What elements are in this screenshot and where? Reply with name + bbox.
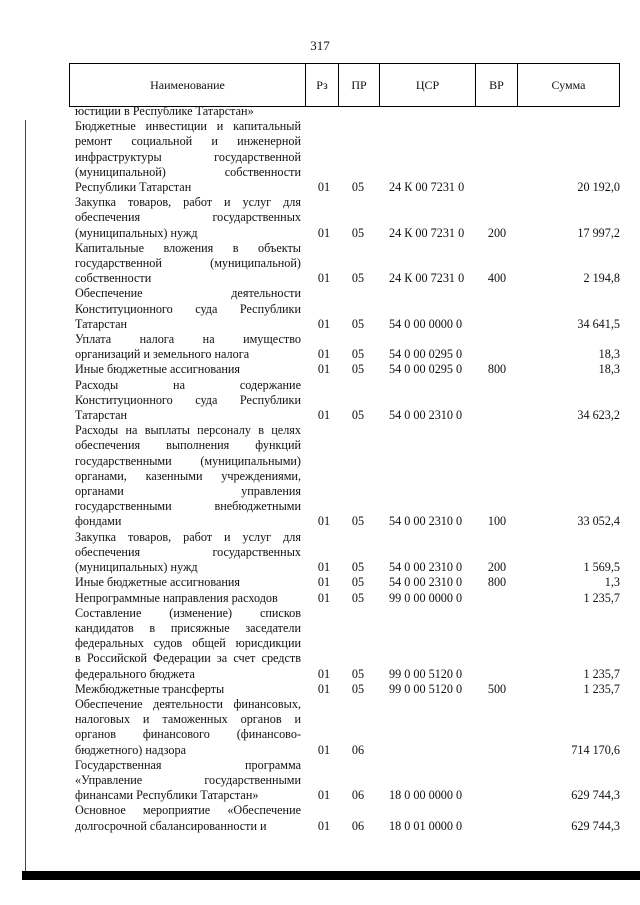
row-pr: 05 bbox=[351, 666, 365, 681]
row-name bbox=[75, 697, 301, 758]
row-name-line: государственными внебюджетными bbox=[75, 499, 301, 514]
row-name-line: инфраструктуры государственной bbox=[75, 149, 301, 164]
row-rz: 01 bbox=[317, 225, 331, 240]
row-name-line: фондами bbox=[75, 514, 122, 529]
row-name bbox=[75, 423, 301, 529]
row-name-line: Татарстан bbox=[75, 316, 128, 331]
row-name-line: Закупка товаров, работ и услуг для bbox=[75, 195, 301, 210]
row-rz: 01 bbox=[317, 514, 331, 529]
row-name bbox=[75, 332, 301, 362]
row-name-line: Капитальные вложения в объекты bbox=[75, 240, 301, 255]
row-name-line: «Управление государственными bbox=[75, 772, 301, 787]
row-name-line: Закупка товаров, работ и услуг для bbox=[75, 529, 301, 544]
row-sum: 629 744,3 bbox=[571, 788, 620, 803]
row-csr: 54 0 00 2310 0 bbox=[389, 408, 463, 423]
row-pr: 05 bbox=[351, 316, 365, 331]
row-csr: 99 0 00 0000 0 bbox=[389, 590, 463, 605]
row-vr: 200 bbox=[487, 560, 507, 575]
row-rz: 01 bbox=[317, 818, 331, 833]
table-row bbox=[0, 241, 640, 287]
table-row bbox=[0, 530, 640, 576]
row-sum: 34 623,2 bbox=[577, 408, 620, 423]
row-sum: 33 052,4 bbox=[577, 514, 620, 529]
row-vr: 200 bbox=[487, 225, 507, 240]
scan-bottom-border bbox=[22, 871, 640, 880]
row-pr: 05 bbox=[351, 514, 365, 529]
row-rz: 01 bbox=[317, 666, 331, 681]
row-rz: 01 bbox=[317, 180, 331, 195]
row-pr: 06 bbox=[351, 818, 365, 833]
row-name-line: финансами Республики Татарстан» bbox=[75, 788, 259, 803]
row-name-line: обеспечения государственных bbox=[75, 544, 301, 559]
row-sum: 1 235,7 bbox=[583, 590, 620, 605]
row-name-line: Государственная программа bbox=[75, 757, 301, 772]
row-name-line: долгосрочной сбалансированности и bbox=[75, 818, 267, 833]
row-rz: 01 bbox=[317, 271, 331, 286]
row-name-line: Иные бюджетные ассигнования bbox=[75, 362, 241, 377]
row-name-line: юстиции в Республике Татарстан» bbox=[75, 104, 254, 118]
row-rz: 01 bbox=[317, 788, 331, 803]
row-pr: 05 bbox=[351, 362, 365, 377]
row-name-line: Обеспечение деятельности bbox=[75, 286, 301, 301]
row-name-line: Республики Татарстан bbox=[75, 180, 192, 195]
row-name bbox=[75, 119, 301, 195]
row-pr: 06 bbox=[351, 788, 365, 803]
row-name-line: (муниципальной) собственности bbox=[75, 164, 301, 179]
row-name-line: Основное мероприятие «Обеспечение bbox=[75, 803, 301, 818]
row-name bbox=[75, 530, 301, 576]
row-name-line: органов финансового (финансово- bbox=[75, 727, 301, 742]
row-name bbox=[75, 758, 301, 804]
row-name bbox=[75, 104, 301, 119]
row-name-line: Иные бюджетные ассигнования bbox=[75, 575, 241, 590]
row-name-line: бюджетного) надзора bbox=[75, 742, 187, 757]
row-name-line: обеспечения государственных bbox=[75, 210, 301, 225]
row-name-line: органами управления bbox=[75, 484, 301, 499]
table-row bbox=[0, 591, 640, 606]
row-name-line: обеспечения выполнения функций bbox=[75, 438, 301, 453]
row-sum: 2 194,8 bbox=[583, 271, 620, 286]
table-row bbox=[0, 378, 640, 424]
header-vr: ВР bbox=[475, 64, 517, 106]
row-vr: 800 bbox=[487, 362, 507, 377]
row-name-line: Конституционного суда Республики bbox=[75, 301, 301, 316]
row-name bbox=[75, 362, 301, 377]
row-csr: 24 К 00 7231 0 bbox=[389, 225, 465, 240]
row-name-line: (муниципальных) нужд bbox=[75, 560, 198, 575]
row-csr: 54 0 00 2310 0 bbox=[389, 560, 463, 575]
row-name-line: в Российской Федерации за счет средств bbox=[75, 651, 301, 666]
row-csr: 54 0 00 0295 0 bbox=[389, 347, 463, 362]
row-sum: 1 235,7 bbox=[583, 681, 620, 696]
row-pr: 05 bbox=[351, 590, 365, 605]
row-sum: 18,3 bbox=[598, 362, 620, 377]
row-name-line: организаций и земельного налога bbox=[75, 347, 250, 362]
row-name bbox=[75, 803, 301, 833]
row-name-line: Уплата налога на имущество bbox=[75, 332, 301, 347]
row-pr: 05 bbox=[351, 225, 365, 240]
row-name-line: кандидатов в присяжные заседатели bbox=[75, 620, 301, 635]
row-name bbox=[75, 575, 301, 590]
row-rz: 01 bbox=[317, 560, 331, 575]
row-csr: 54 0 00 2310 0 bbox=[389, 514, 463, 529]
row-sum: 1 235,7 bbox=[583, 666, 620, 681]
row-rz: 01 bbox=[317, 681, 331, 696]
row-name-line: государственной (муниципальной) bbox=[75, 256, 301, 271]
table-row bbox=[0, 195, 640, 241]
row-name-line: (муниципальных) нужд bbox=[75, 225, 198, 240]
row-sum: 1 569,5 bbox=[583, 560, 620, 575]
row-name-line: федеральных судов общей юрисдикции bbox=[75, 636, 301, 651]
row-sum: 17 997,2 bbox=[577, 225, 620, 240]
row-rz: 01 bbox=[317, 742, 331, 757]
row-sum: 1,3 bbox=[604, 575, 620, 590]
row-name-line: органами, казенными учреждениями, bbox=[75, 468, 301, 483]
row-sum: 20 192,0 bbox=[577, 180, 620, 195]
header-rz: Рз bbox=[305, 64, 338, 106]
row-sum: 18,3 bbox=[598, 347, 620, 362]
page-number: 317 bbox=[310, 38, 330, 53]
row-csr: 54 0 00 0295 0 bbox=[389, 362, 463, 377]
row-rz: 01 bbox=[317, 362, 331, 377]
budget-table-body bbox=[0, 104, 640, 834]
row-csr: 18 0 01 0000 0 bbox=[389, 818, 463, 833]
row-vr: 100 bbox=[487, 514, 507, 529]
row-pr: 05 bbox=[351, 575, 365, 590]
table-row bbox=[0, 423, 640, 529]
row-pr: 05 bbox=[351, 681, 365, 696]
row-rz: 01 bbox=[317, 590, 331, 605]
table-row bbox=[0, 697, 640, 758]
row-pr: 05 bbox=[351, 271, 365, 286]
row-sum: 34 641,5 bbox=[577, 316, 620, 331]
header-csr: ЦСР bbox=[379, 64, 475, 106]
table-row bbox=[0, 803, 640, 833]
row-rz: 01 bbox=[317, 575, 331, 590]
row-name-line: Татарстан bbox=[75, 408, 128, 423]
row-csr: 54 0 00 0000 0 bbox=[389, 316, 463, 331]
header-pr: ПР bbox=[338, 64, 379, 106]
row-sum: 629 744,3 bbox=[571, 818, 620, 833]
table-row bbox=[0, 682, 640, 697]
table-row bbox=[0, 758, 640, 804]
row-name bbox=[75, 606, 301, 682]
table-row bbox=[0, 362, 640, 377]
row-csr: 99 0 00 5120 0 bbox=[389, 666, 463, 681]
header-name: Наименование bbox=[69, 64, 305, 106]
row-name-line: Бюджетные инвестиции и капитальный bbox=[75, 119, 301, 134]
row-name bbox=[75, 682, 301, 697]
row-name-line: Конституционного суда Республики bbox=[75, 392, 301, 407]
table-header bbox=[69, 63, 620, 107]
row-name-line: Расходы на содержание bbox=[75, 377, 301, 392]
row-name bbox=[75, 195, 301, 241]
row-rz: 01 bbox=[317, 408, 331, 423]
row-csr: 99 0 00 5120 0 bbox=[389, 681, 463, 696]
row-csr: 54 0 00 2310 0 bbox=[389, 575, 463, 590]
row-name-line: Составление (изменение) списков bbox=[75, 605, 301, 620]
row-name bbox=[75, 591, 301, 606]
row-pr: 05 bbox=[351, 180, 365, 195]
table-row bbox=[0, 606, 640, 682]
row-vr: 800 bbox=[487, 575, 507, 590]
row-vr: 400 bbox=[487, 271, 507, 286]
table-row bbox=[0, 332, 640, 362]
row-name bbox=[75, 378, 301, 424]
table-row bbox=[0, 286, 640, 332]
table-row bbox=[0, 104, 640, 119]
row-name-line: федерального бюджета bbox=[75, 666, 195, 681]
row-csr: 18 0 00 0000 0 bbox=[389, 788, 463, 803]
row-name bbox=[75, 286, 301, 332]
table-row bbox=[0, 119, 640, 195]
row-rz: 01 bbox=[317, 316, 331, 331]
row-csr: 24 К 00 7231 0 bbox=[389, 180, 465, 195]
row-vr: 500 bbox=[487, 681, 507, 696]
row-name-line: Расходы на выплаты персоналу в целях bbox=[75, 423, 301, 438]
row-pr: 05 bbox=[351, 408, 365, 423]
table-row bbox=[0, 575, 640, 590]
row-csr: 24 К 00 7231 0 bbox=[389, 271, 465, 286]
row-name-line: государственными (муниципальными) bbox=[75, 453, 301, 468]
row-name-line: ремонт социальной и инженерной bbox=[75, 134, 301, 149]
row-pr: 05 bbox=[351, 560, 365, 575]
row-name-line: Обеспечение деятельности финансовых, bbox=[75, 696, 301, 711]
header-sum: Сумма bbox=[517, 64, 620, 106]
row-name bbox=[75, 241, 301, 287]
row-pr: 05 bbox=[351, 347, 365, 362]
row-name-line: налоговых и таможенных органов и bbox=[75, 712, 301, 727]
row-rz: 01 bbox=[317, 347, 331, 362]
row-name-line: Непрограммные направления расходов bbox=[75, 590, 278, 605]
row-sum: 714 170,6 bbox=[571, 742, 620, 757]
row-name-line: собственности bbox=[75, 271, 152, 286]
row-name-line: Межбюджетные трансферты bbox=[75, 681, 225, 696]
row-pr: 06 bbox=[351, 742, 365, 757]
